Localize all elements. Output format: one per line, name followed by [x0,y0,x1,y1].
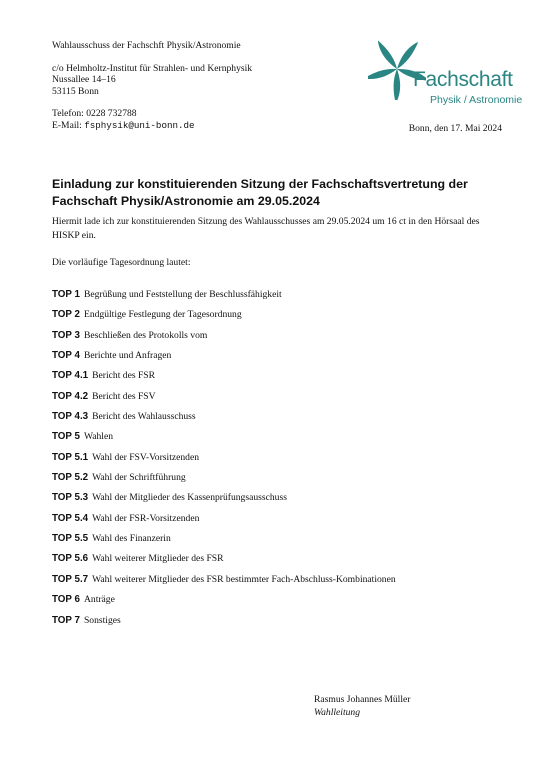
agenda-item-number: TOP 5.5 [52,533,89,545]
agenda-item-number: TOP 5.1 [52,451,89,463]
agenda-item-number: TOP 4 [52,350,80,362]
agenda-item [52,411,396,431]
agenda-item [52,472,396,492]
agenda-item [52,615,396,635]
subject-heading: Einladung zur konstituierenden Sitzung der Fachschaftsvertretung der Fachschaft Physik/Astronomie am 29.05.2024 [52,177,468,208]
agenda-item [52,289,396,309]
agenda-list [52,289,396,635]
agenda-item-text: Bericht des Wahlausschuss [92,411,196,423]
agenda-item-text: Sonstiges [83,614,121,626]
agenda-item-text: Wahl der FSR-Vorsitzenden [92,512,200,524]
signature-role: Wahlleitung [314,707,361,718]
agenda-item-number: TOP 5 [52,431,80,443]
agenda-item [52,452,396,472]
agenda-item-text: Wahlen [83,431,114,443]
agenda-item-number: TOP 5.6 [52,553,89,565]
agenda-item-text: Bericht des FSV [92,390,156,402]
agenda-item [52,492,396,512]
agenda-item-number: TOP 1 [52,289,80,300]
agenda-item [52,594,396,614]
agenda-item [52,330,396,350]
letter-date: Bonn, den 17. Mai 2024 [408,123,502,134]
fachschaft-logo [368,38,528,118]
sender-address-line: c/o Helmholtz-Institut für Strahlen- und Kernphysik [52,62,253,74]
agenda-item-number: TOP 5.4 [52,512,89,524]
agenda-item-text: Endgültige Festlegung der Tagesordnung [83,309,242,321]
agenda-item-number: TOP 5.2 [52,472,89,484]
agenda-item-text: Anträge [83,594,115,606]
agenda-item [52,370,396,390]
logo-wordmark: Fachschaft [413,68,513,91]
agenda-item-text: Begrüßung und Feststellung der Beschlussfähigkeit [83,289,282,300]
agenda-item-text: Wahl der FSV-Vorsitzenden [92,451,200,463]
signature-name: Rasmus Johannes Müller [314,694,411,705]
agenda-item-text: Berichte und Anfragen [83,350,172,362]
sender-phone: Telefon: 0228 732788 [52,108,137,120]
agenda-item-text: Wahl der Schriftführung [92,472,186,484]
agenda-item-text: Bericht des FSR [92,370,156,382]
agenda-item-text: Wahl weiterer Mitglieder des FSR [92,553,224,565]
email-address[interactable]: fsphysik@uni-bonn.de [84,119,195,131]
agenda-item [52,350,396,370]
sender-address [52,63,252,97]
agenda-item-number: TOP 4.2 [52,390,89,402]
agenda-item-number: TOP 4.3 [52,411,89,423]
sender-address-line: 53115 Bonn [52,85,99,97]
agenda-item [52,574,396,594]
intro-paragraph: Hiermit lade ich zur konstituierenden Sitzung des Wahlausschusses am 29.05.2024 um 16 ct in den Hörsaal des HISKP ein. [52,216,480,241]
agenda-item-text: Beschließen des Protokolls vom [83,329,208,341]
agenda-item-text: Wahl weiterer Mitglieder des FSR bestimmter Fach-Abschluss-Kombinationen [92,573,396,585]
signature-block [314,693,410,719]
agenda-intro: Die vorläufige Tagesordnung lautet: [52,257,191,268]
agenda-item-text: Wahl des Finanzerin [92,533,171,545]
agenda-item [52,533,396,553]
logo-subtitle: Physik / Astronomie [430,94,523,106]
agenda-item-number: TOP 3 [52,329,80,341]
sender-email-line [52,120,252,131]
agenda-item [52,391,396,411]
sender-block [52,40,252,131]
agenda-item-number: TOP 7 [52,614,80,626]
agenda-item-number: TOP 5.7 [52,573,89,585]
sender-org: Wahlausschuss der Fachschft Physik/Astronomie [52,40,241,51]
agenda-item-number: TOP 6 [52,594,80,606]
agenda-item [52,431,396,451]
agenda-item-text: Wahl der Mitglieder des Kassenprüfungsausschuss [92,492,287,504]
agenda-item [52,513,396,533]
sender-address-line: Nussallee 14–16 [52,74,116,86]
agenda-item [52,553,396,573]
agenda-item-number: TOP 2 [52,309,80,321]
agenda-item-number: TOP 4.1 [52,370,89,382]
email-label: E-Mail: [52,119,85,131]
agenda-item-number: TOP 5.3 [52,492,89,504]
agenda-item [52,309,396,329]
letter-body [52,215,504,284]
